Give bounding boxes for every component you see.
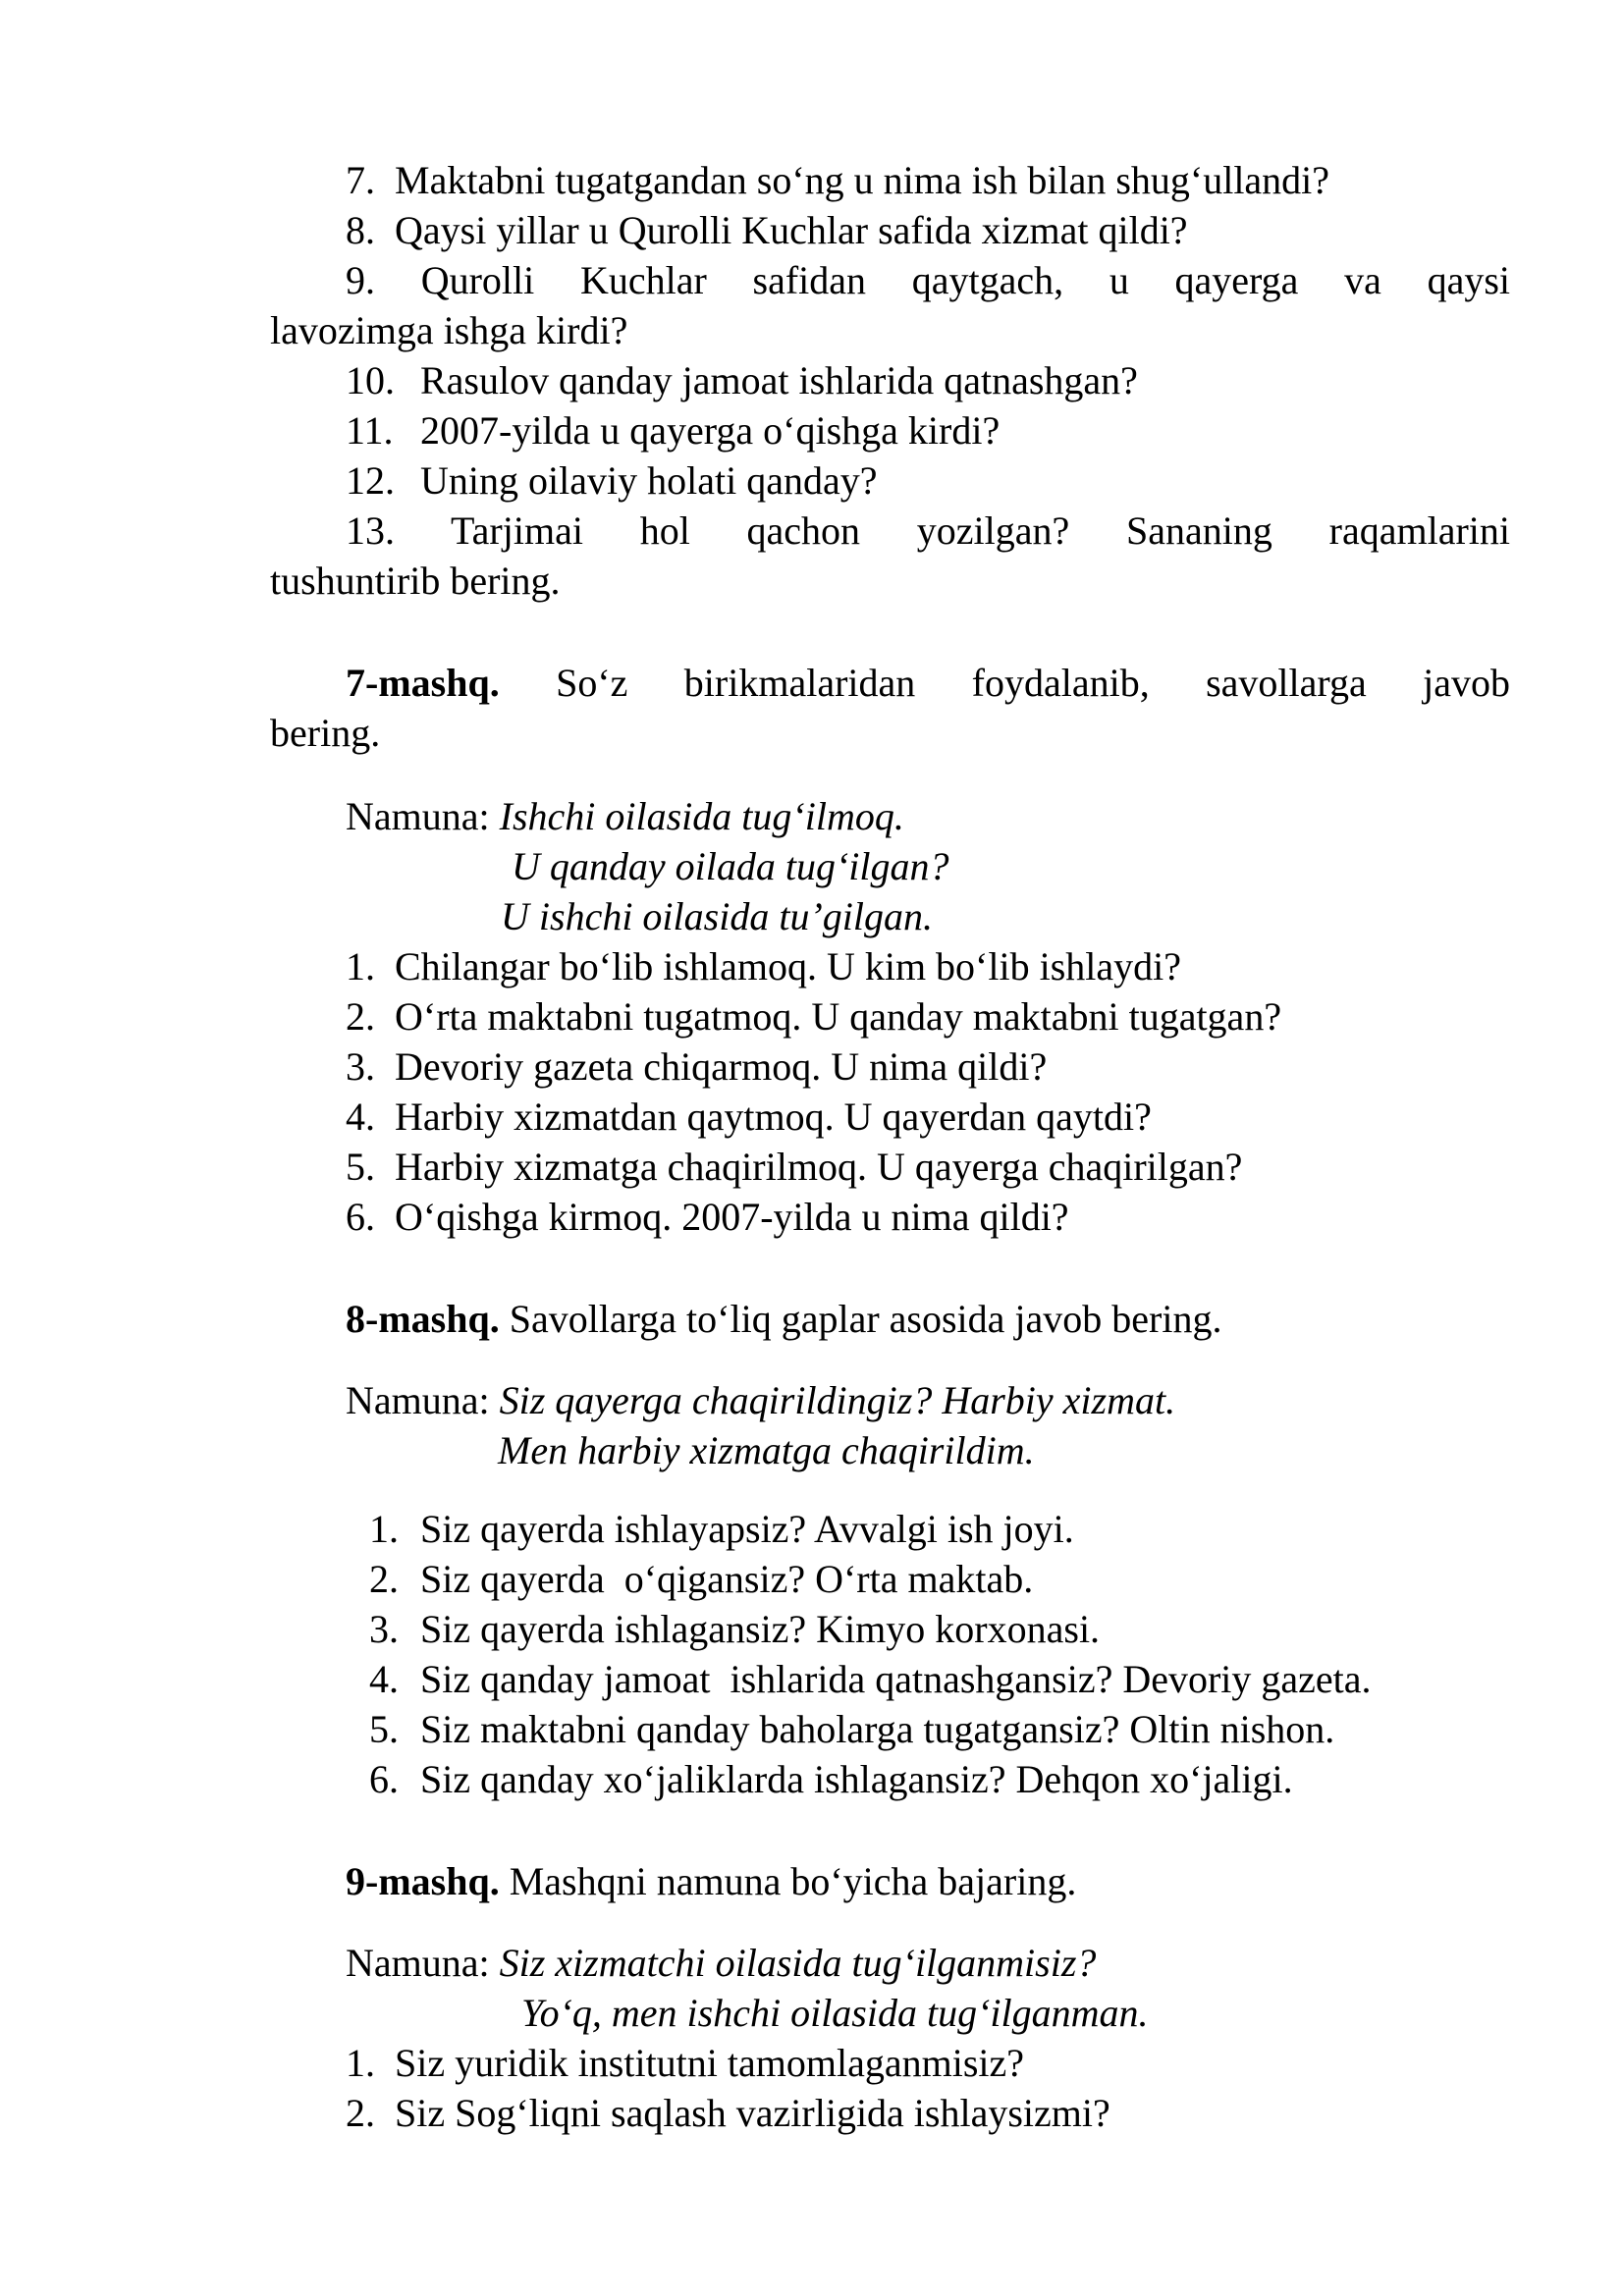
question-item-continuation: lavozimga ishga kirdi? bbox=[270, 308, 628, 352]
sample-line bbox=[346, 1375, 1175, 1426]
exercise-label: 7-mashq. bbox=[346, 661, 500, 705]
exercise-instruction: Mashqni namuna bo‘yicha bajaring. bbox=[509, 1859, 1077, 1903]
item-text: Chilangar bo‘lib ishlamoq. U kim bo‘lib ishlaydi? bbox=[395, 944, 1182, 988]
sample-line bbox=[346, 1938, 1096, 1989]
item-text: Uning oilaviy holati qanday? bbox=[420, 458, 878, 503]
item-text: Siz qayerda ishlagansiz? Kimyo korxonasi. bbox=[420, 1607, 1101, 1651]
list-item bbox=[346, 2088, 1110, 2139]
item-text: Siz maktabni qanday baholarga tugatgansiz? Oltin nishon. bbox=[420, 1707, 1335, 1751]
item-number: 10. bbox=[346, 358, 395, 402]
item-text: O‘rta maktabni tugatmoq. U qanday maktabni tugatgan? bbox=[395, 994, 1282, 1039]
sample-line bbox=[498, 1425, 1035, 1476]
question-item bbox=[346, 205, 1188, 256]
item-number: 8. bbox=[346, 208, 375, 252]
item-number: 9. bbox=[346, 258, 375, 302]
item-text: Qaysi yillar u Qurolli Kuchlar safida xizmat qildi? bbox=[395, 208, 1188, 252]
list-item bbox=[369, 1504, 1074, 1555]
sample-line bbox=[346, 791, 904, 842]
question-item bbox=[346, 355, 1138, 406]
item-number: 2. bbox=[346, 994, 375, 1039]
exercise-instruction: So‘z birikmalaridan foydalanib, savollarga javob bbox=[556, 661, 1510, 705]
item-text: Siz qanday jamoat ishlarida qatnashgansiz? Devoriy gazeta. bbox=[420, 1657, 1372, 1701]
sample-text: Siz xizmatchi oilasida tug‘ilganmisiz? bbox=[499, 1941, 1097, 1985]
question-item-continuation: tushuntirib bering. bbox=[270, 559, 561, 603]
list-item bbox=[346, 1142, 1242, 1193]
exercise-instruction: Savollarga to‘liq gaplar asosida javob bering. bbox=[509, 1297, 1222, 1341]
item-text: Harbiy xizmatdan qaytmoq. U qayerdan qaytdi? bbox=[395, 1095, 1152, 1139]
item-text: Siz yuridik institutni tamomlaganmisiz? bbox=[395, 2041, 1025, 2085]
item-number: 11. bbox=[346, 408, 394, 453]
list-item bbox=[369, 1604, 1100, 1655]
item-text: Tarjimai hol qachon yozilgan? Sananing raqamlarini bbox=[451, 508, 1510, 553]
item-text: O‘qishga kirmoq. 2007-yilda u nima qildi? bbox=[395, 1195, 1069, 1239]
list-item bbox=[346, 1092, 1152, 1143]
sample-line bbox=[501, 891, 933, 942]
exercise-label: 9-mashq. bbox=[346, 1859, 500, 1903]
item-number: 2. bbox=[346, 2091, 375, 2135]
question-item bbox=[346, 455, 877, 507]
list-item bbox=[369, 1704, 1334, 1755]
question-item bbox=[346, 506, 1510, 557]
sample-label: Namuna: bbox=[346, 1941, 490, 1985]
item-text: Maktabni tugatgandan so‘ng u nima ish bilan shug‘ullandi? bbox=[395, 158, 1330, 202]
item-number: 12. bbox=[346, 458, 395, 503]
exercise-8-heading bbox=[346, 1294, 1221, 1345]
item-text: Qurolli Kuchlar safidan qaytgach, u qayerga va qaysi bbox=[420, 258, 1510, 302]
list-item bbox=[346, 1041, 1047, 1093]
sample-text: Yo‘q, men ishchi oilasida tug‘ilganman. bbox=[521, 1991, 1149, 2035]
item-number: 13. bbox=[346, 508, 395, 553]
item-number: 1. bbox=[346, 944, 375, 988]
list-item bbox=[346, 2038, 1024, 2089]
sample-text: Siz qayerga chaqirildingiz? Harbiy xizmat. bbox=[499, 1378, 1176, 1422]
item-number: 4. bbox=[346, 1095, 375, 1139]
item-number: 3. bbox=[346, 1044, 375, 1089]
exercise-instruction-continuation: bering. bbox=[270, 711, 381, 755]
list-item bbox=[346, 941, 1181, 992]
item-text: Siz qanday xo‘jaliklarda ishlagansiz? Dehqon xo‘jaligi. bbox=[420, 1757, 1293, 1801]
exercise-9-heading bbox=[346, 1856, 1076, 1907]
sample-label: Namuna: bbox=[346, 1378, 490, 1422]
item-text: Harbiy xizmatga chaqirilmoq. U qayerga chaqirilgan? bbox=[395, 1145, 1243, 1189]
item-number: 1. bbox=[346, 2041, 375, 2085]
item-text: Devoriy gazeta chiqarmoq. U nima qildi? bbox=[395, 1044, 1048, 1089]
sample-text: Ishchi oilasida tug‘ilmoq. bbox=[499, 794, 904, 838]
exercise-label: 8-mashq. bbox=[346, 1297, 500, 1341]
sample-text: U qanday oilada tug‘ilgan? bbox=[512, 844, 949, 888]
item-number: 5. bbox=[369, 1707, 399, 1751]
item-text: 2007-yilda u qayerga o‘qishga kirdi? bbox=[420, 408, 1001, 453]
list-item bbox=[369, 1754, 1293, 1805]
sample-line bbox=[521, 1988, 1149, 2039]
sample-text: U ishchi oilasida tu’gilgan. bbox=[501, 894, 933, 938]
sample-text: Men harbiy xizmatga chaqirildim. bbox=[498, 1428, 1035, 1472]
exercise-7-heading bbox=[346, 658, 1510, 709]
item-number: 6. bbox=[369, 1757, 399, 1801]
sample-line bbox=[512, 841, 949, 892]
list-item bbox=[369, 1554, 1033, 1605]
list-item bbox=[346, 991, 1281, 1042]
item-text: Siz qayerda o‘qigansiz? O‘rta maktab. bbox=[420, 1557, 1034, 1601]
item-text: Rasulov qanday jamoat ishlarida qatnashgan? bbox=[420, 358, 1138, 402]
item-number: 6. bbox=[346, 1195, 375, 1239]
item-text: Siz qayerda ishlayapsiz? Avvalgi ish joyi. bbox=[420, 1507, 1074, 1551]
sample-label: Namuna: bbox=[346, 794, 490, 838]
question-item bbox=[346, 405, 1000, 456]
item-text: Siz Sog‘liqni saqlash vazirligida ishlaysizmi? bbox=[395, 2091, 1110, 2135]
item-number: 7. bbox=[346, 158, 375, 202]
list-item bbox=[346, 1192, 1069, 1243]
question-item bbox=[346, 255, 1510, 306]
item-number: 4. bbox=[369, 1657, 399, 1701]
item-number: 1. bbox=[369, 1507, 399, 1551]
item-number: 2. bbox=[369, 1557, 399, 1601]
question-item bbox=[346, 155, 1329, 206]
list-item bbox=[369, 1654, 1372, 1705]
item-number: 3. bbox=[369, 1607, 399, 1651]
item-number: 5. bbox=[346, 1145, 375, 1189]
